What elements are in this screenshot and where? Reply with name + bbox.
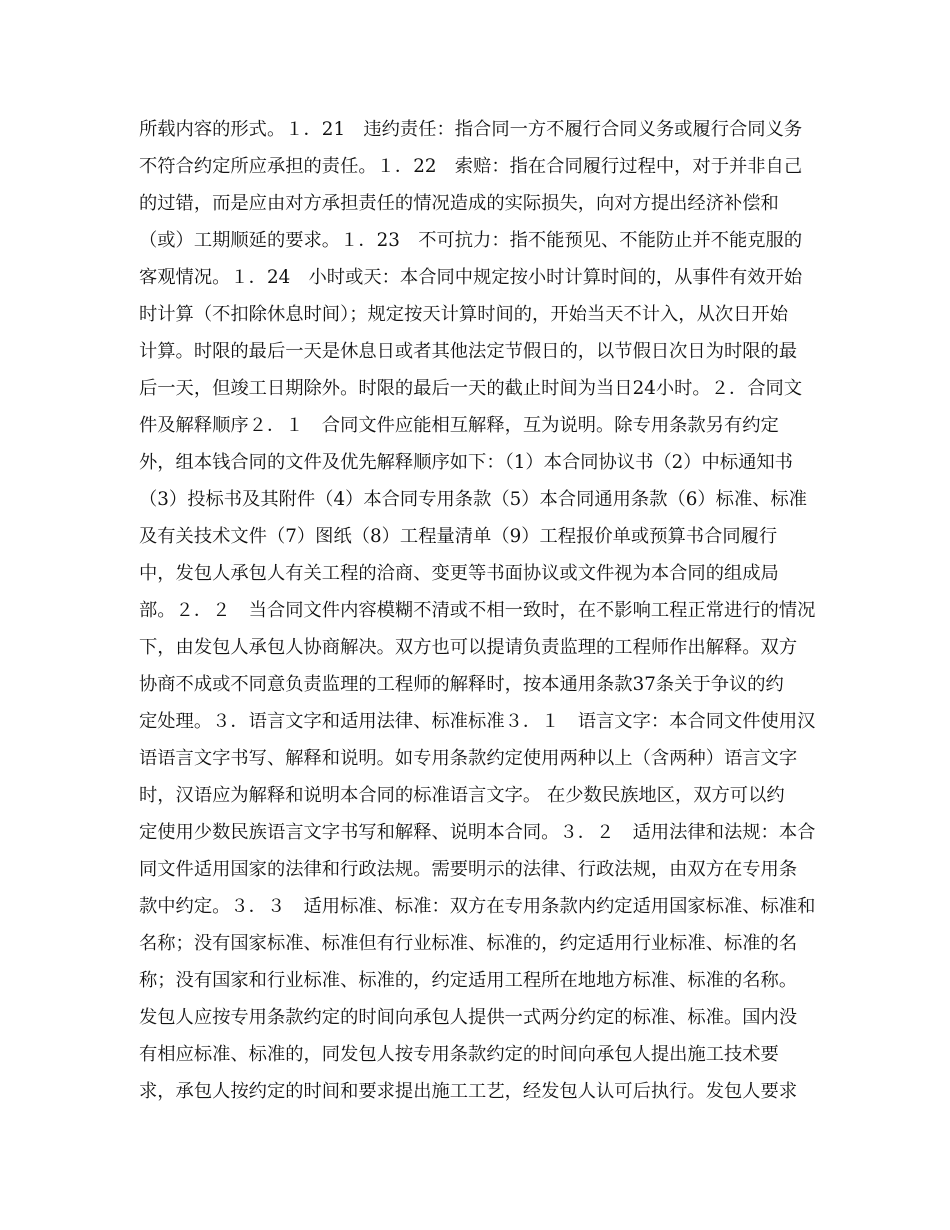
text-line: （或）工期顺延的要求。１．23 不可抗力：指不能预见、不能防止并不能克服的 bbox=[139, 230, 803, 251]
text-line: 时，汉语应为解释和说明本合同的标准语言文字。 在少数民族地区，双方可以约 bbox=[139, 785, 785, 806]
text-line: 部。２．２ 当合同文件内容模糊不清或不相一致时，在不影响工程正常进行的情况 bbox=[139, 600, 816, 621]
text-line: 不符合约定所应承担的责任。１．22 索赔：指在合同履行过程中，对于并非自己 bbox=[139, 156, 803, 177]
text-line: 定使用少数民族语言文字书写和解释、说明本合同。３．２ 适用法律和法规：本合 bbox=[139, 822, 816, 843]
text-line: 协商不成或不同意负责监理的工程师的解释时，按本通用条款37条关于争议的约 bbox=[139, 674, 784, 695]
text-line: （3）投标书及其附件（4）本合同专用条款（5）本合同通用条款（6）标准、标准 bbox=[139, 489, 808, 510]
text-line: 客观情况。１．24 小时或天：本合同中规定按小时计算时间的，从事件有效开始 bbox=[139, 267, 803, 288]
text-line: 定处理。３．语言文字和适用法律、标准标准３．１ 语言文字：本合同文件使用汉 bbox=[139, 711, 816, 732]
text-line: 语语言文字书写、解释和说明。如专用条款约定使用两种以上（含两种）语言文字 bbox=[139, 748, 798, 769]
text-line: 称；没有国家和行业标准、标准的，约定适用工程所在地地方标准、标准的名称。 bbox=[139, 970, 798, 991]
text-line: 求，承包人按约定的时间和要求提出施工工艺，经发包人认可后执行。发包人要求 bbox=[139, 1081, 798, 1102]
text-line: 下，由发包人承包人协商解决。双方也可以提请负责监理的工程师作出解释。双方 bbox=[139, 637, 798, 658]
text-line: 款中约定。３．３ 适用标准、标准：双方在专用条款内约定适用国家标准、标准和 bbox=[139, 896, 816, 917]
text-line: 所载内容的形式。１．21 违约责任：指合同一方不履行合同义务或履行合同义务 bbox=[139, 119, 803, 140]
text-line: 名称；没有国家标准、标准但有行业标准、标准的，约定适用行业标准、标准的名 bbox=[139, 933, 798, 954]
text-line: 后一天，但竣工日期除外。时限的最后一天的截止时间为当日24小时。２．合同文 bbox=[139, 378, 803, 399]
text-line: 中，发包人承包人有关工程的洽商、变更等书面协议或文件视为本合同的组成局 bbox=[139, 563, 779, 584]
text-line: 件及解释顺序２．１ 合同文件应能相互解释，互为说明。除专用条款另有约定 bbox=[139, 415, 779, 436]
text-line: 计算。时限的最后一天是休息日或者其他法定节假日的，以节假日次日为时限的最 bbox=[139, 341, 798, 362]
text-line: 发包人应按专用条款约定的时间向承包人提供一式两分约定的标准、标准。国内没 bbox=[139, 1007, 798, 1028]
text-line: 有相应标准、标准的，同发包人按专用条款约定的时间向承包人提出施工技术要 bbox=[139, 1044, 779, 1065]
text-line: 同文件适用国家的法律和行政法规。需要明示的法律、行政法规，由双方在专用条 bbox=[139, 859, 798, 880]
text-line: 的过错，而是应由对方承担责任的情况造成的实际损失，向对方提出经济补偿和 bbox=[139, 193, 779, 214]
text-line: 时计算（不扣除休息时间）；规定按天计算时间的，开始当天不计入，从次日开始 bbox=[139, 304, 788, 325]
text-line: 外，组本钱合同的文件及优先解释顺序如下：（1）本合同协议书（2）中标通知书 bbox=[139, 452, 793, 473]
text-line: 及有关技术文件（7）图纸（8）工程量清单（9）工程报价单或预算书合同履行 bbox=[139, 526, 778, 547]
